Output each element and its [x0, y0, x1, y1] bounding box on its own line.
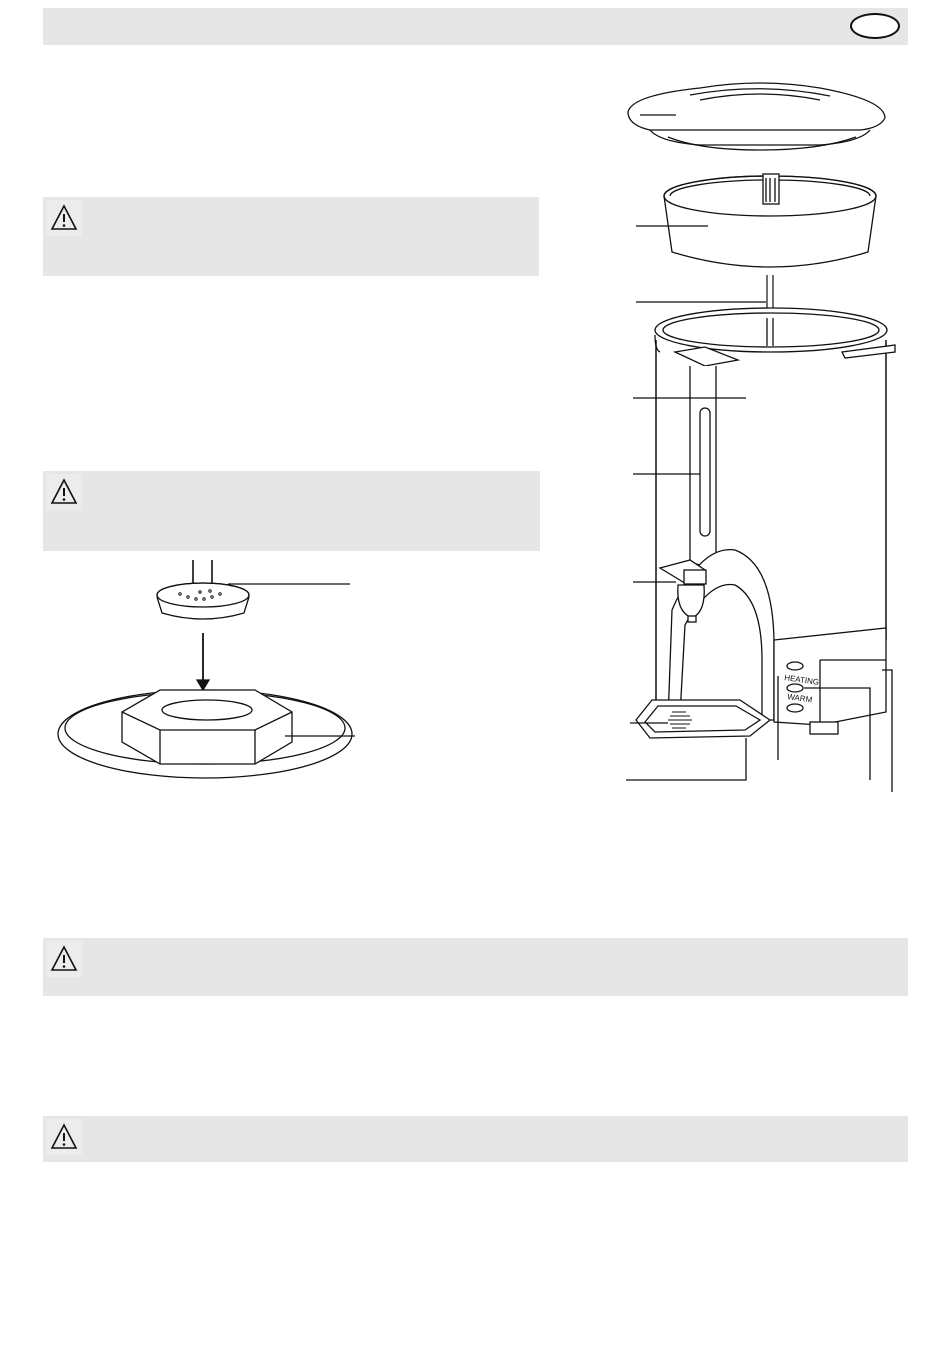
- heating-label: HEATING: [783, 673, 820, 687]
- warm-label: WARM: [786, 692, 813, 705]
- urn-exploded-diagram: [626, 83, 895, 792]
- filter-assembly-diagram: [58, 560, 355, 778]
